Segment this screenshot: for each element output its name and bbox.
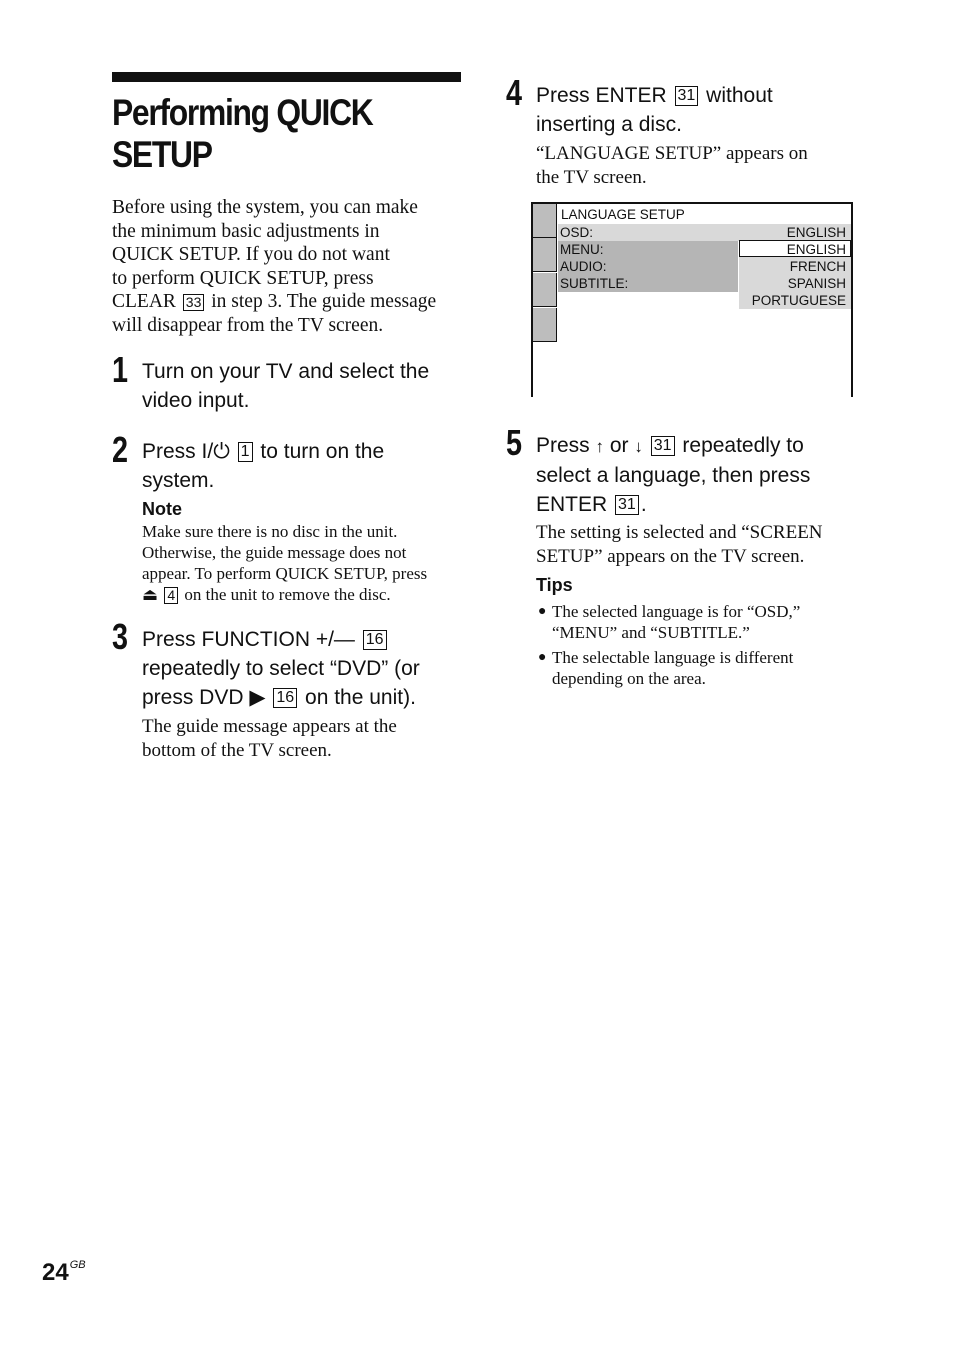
step-3-line-3-pre: press DVD: [142, 686, 244, 709]
page-number: [42, 1250, 86, 1288]
step-3-body-line: bottom of the TV screen.: [142, 740, 332, 761]
screen-heading: LANGUAGE SETUP: [561, 207, 685, 222]
step-3-body-line: The guide message appears at the: [142, 716, 397, 737]
key-31-badge: 31: [675, 86, 699, 106]
screen-frame: [531, 202, 853, 204]
step-4-line-2: inserting a disc.: [536, 113, 682, 136]
eject-icon: ⏏: [142, 585, 159, 604]
key-33-badge: 33: [183, 294, 205, 311]
step-3-body: [142, 715, 397, 763]
step-4-body: [536, 142, 808, 190]
osd-value: ENGLISH: [786, 225, 846, 240]
intro-line: will disappear from the TV screen.: [112, 314, 384, 336]
step-4-heading: [536, 81, 773, 139]
option-english: ENGLISH: [786, 242, 846, 257]
tip-line: depending on the area.: [552, 669, 706, 688]
step-5-line-2: select a language, then press: [536, 464, 811, 487]
step-4-body-line: the TV screen.: [536, 167, 647, 188]
tip-line: The selected language is for “OSD,”: [552, 602, 801, 621]
option-spanish: SPANISH: [787, 276, 846, 291]
intro-clear-text: CLEAR: [112, 291, 176, 313]
title-rule: [112, 72, 461, 82]
note-line: Make sure there is no disc in the unit.: [142, 522, 398, 541]
power-icon: I/⏻: [201, 440, 230, 463]
step-1-number: 1: [112, 349, 129, 390]
step-4-body-line: “LANGUAGE SETUP” appears on: [536, 143, 808, 164]
menu-label: MENU:: [560, 242, 604, 257]
tip-line: “MENU” and “SUBTITLE.”: [552, 623, 750, 642]
step-3-number: 3: [112, 616, 129, 657]
up-arrow-icon: ↑: [595, 437, 605, 456]
play-icon: ▶: [249, 686, 266, 709]
note-label: Note: [142, 499, 182, 519]
note-line: appear. To perform QUICK SETUP, press: [142, 564, 428, 583]
option-portuguese: PORTUGUESE: [751, 293, 846, 308]
page-title: [112, 92, 422, 176]
tip-item: [538, 647, 858, 689]
key-16-badge: 16: [273, 688, 297, 708]
tip-line: The selectable language is different: [552, 648, 794, 667]
step-5-post: repeatedly to: [682, 434, 804, 457]
key-1-badge: 1: [238, 442, 253, 462]
bullet-icon: ●: [538, 604, 547, 619]
step-2-post: to turn on the: [260, 440, 385, 463]
screen-frame: [851, 202, 853, 397]
bullet-icon: ●: [538, 650, 547, 665]
step-5-number: 5: [506, 422, 523, 463]
step-1-line-2: video input.: [142, 389, 250, 412]
step-3-line-2: repeatedly to select “DVD” (or: [142, 657, 420, 680]
step-3-heading: [142, 625, 420, 712]
note-line: Otherwise, the guide message does not: [142, 543, 407, 562]
step-3-pre: Press FUNCTION +/—: [142, 628, 355, 651]
key-4-badge: 4: [164, 587, 178, 604]
step-5-line-3-post: .: [640, 493, 647, 516]
page-number-suffix: GB: [69, 1259, 86, 1271]
step-4-pre: Press ENTER: [536, 84, 667, 107]
page-title-line-1: Performing QUICK: [112, 92, 373, 133]
step-1-line-1: Turn on your TV and select the: [142, 360, 430, 383]
step-5-heading: [536, 431, 810, 519]
screen-tab: [533, 308, 557, 342]
option-french: FRENCH: [789, 259, 846, 274]
note-text: [142, 521, 427, 605]
step-1-heading: [142, 357, 429, 415]
step-5-body-line: SETUP” appears on the TV screen.: [536, 546, 805, 567]
tips-label: Tips: [536, 575, 573, 595]
intro-line: [112, 290, 458, 314]
page-title-line-2: SETUP: [112, 134, 212, 175]
step-5-line-3-pre: ENTER: [536, 493, 608, 516]
page-number-value: 24: [42, 1259, 69, 1286]
intro-line: to perform QUICK SETUP, press: [112, 267, 374, 289]
key-16-badge: 16: [363, 630, 387, 650]
screen-tab: [533, 238, 557, 272]
intro-line: the minimum basic adjustments in: [112, 220, 380, 242]
intro-line: QUICK SETUP. If you do not want: [112, 244, 390, 266]
intro-line: Before using the system, you can make: [112, 197, 418, 218]
key-31-badge: 31: [651, 436, 675, 456]
step-2-heading: [142, 437, 384, 495]
step-5-pre: Press: [536, 434, 590, 457]
screen-tab: [533, 273, 557, 307]
step-5-body: [536, 521, 823, 569]
step-5-or: or: [609, 434, 629, 457]
intro-paragraph: [112, 196, 458, 338]
audio-label: AUDIO:: [560, 259, 607, 274]
step-2-number: 2: [112, 429, 129, 470]
language-setup-screen: [531, 202, 853, 397]
step-3-line-3-post: on the unit).: [305, 686, 416, 709]
tips-list: [538, 601, 858, 689]
tip-item: [538, 601, 858, 643]
subtitle-label: SUBTITLE:: [560, 276, 629, 291]
step-2-press: Press: [142, 440, 196, 463]
screen-tab: [533, 204, 557, 238]
step-4-post: without: [706, 84, 773, 107]
step-4-number: 4: [506, 72, 523, 113]
down-arrow-icon: ↓: [634, 437, 643, 456]
key-31-badge: 31: [615, 495, 639, 515]
osd-label: OSD:: [560, 225, 594, 240]
step-2-line-2: system.: [142, 469, 215, 492]
step-5-body-line: The setting is selected and “SCREEN: [536, 522, 823, 543]
note-line-end: on the unit to remove the disc.: [184, 585, 391, 604]
intro-clear-rest: in step 3. The guide message: [211, 291, 437, 313]
